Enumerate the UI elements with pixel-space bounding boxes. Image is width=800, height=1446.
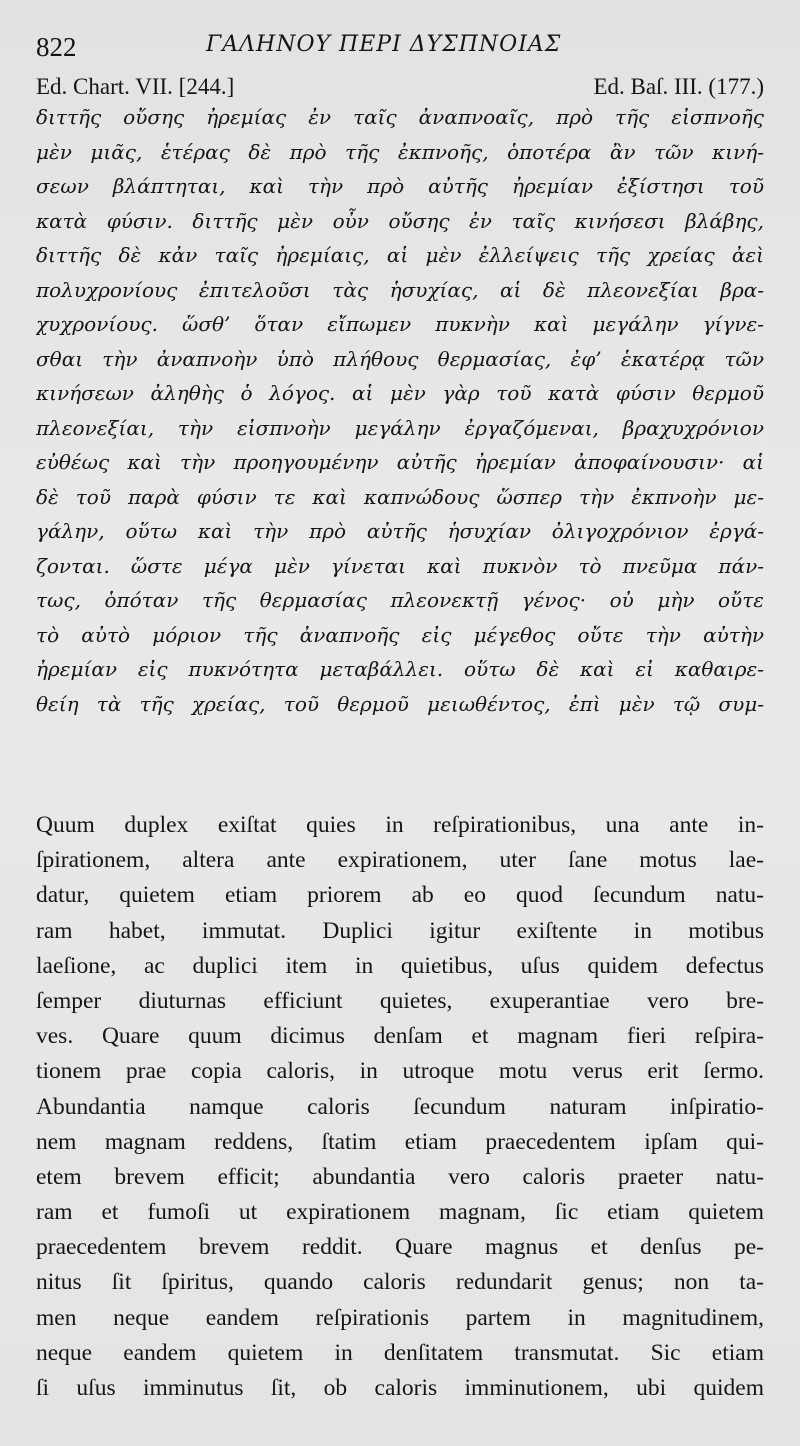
latin-text-block <box>36 808 764 1406</box>
latin-text-line: nem magnam reddens, ſtatim etiam praecedentem ipſam qui- <box>36 1128 764 1155</box>
greek-text-line: σεων βλάπτηται, καὶ τὴν πρὸ αὐτῆς ἠρεμίαν ἐξίστησι τοῦ <box>36 174 764 198</box>
greek-text-line: διττῆς οὔσης ἠρεμίας ἐν ταῖς ἀναπνοαῖς, πρὸ τῆς εἰσπνοῆς <box>36 105 764 129</box>
greek-text-line: χυχρονίους. ὥσθ’ ὅταν εἴπωμεν πυκνὴν καὶ μεγάλην γίγνε- <box>36 312 764 336</box>
latin-text-line: neque eandem quietem in denſitatem transmutat. Sic etiam <box>36 1339 764 1366</box>
greek-text-line: κατὰ φύσιν. διττῆς μὲν οὖν οὔσης ἐν ταῖς κινήσεσι βλάβης, <box>36 208 764 233</box>
latin-text-line: ſpirationem, altera ante expirationem, uter ſane motus lae- <box>36 847 764 874</box>
greek-text-line: ἠρεμίαν εἰς πυκνότητα μεταβάλλει. οὕτω δὲ καὶ εἰ καθαιρε- <box>36 657 764 681</box>
greek-text-line: γάλην, οὕτω καὶ τὴν πρὸ αὐτῆς ἡσυχίαν ὀλιγοχρόνιον ἐργά- <box>36 519 764 543</box>
edition-reference-chartier: Ed. Chart. VII. [244.] <box>36 74 235 99</box>
greek-text-line: μὲν μιᾶς, ἑτέρας δὲ πρὸ τῆς ἐκπνοῆς, ὁποτέρα ἂν τῶν κινή- <box>36 139 764 164</box>
running-title: ΓΑΛΗΝΟΥ ΠΕΡΙ ΔΥΣΠΝΟΙΑΣ <box>206 32 562 57</box>
latin-text-line: Abundantia namque caloris ſecundum naturam inſpiratio- <box>36 1093 764 1120</box>
latin-text-line: praecedentem brevem reddit. Quare magnus et denſus pe- <box>36 1234 764 1261</box>
latin-text-line: datur, quietem etiam priorem ab eo quod ſecundum natu- <box>36 882 764 909</box>
latin-text-line: ves. Quare quum dicimus denſam et magnam fieri reſpira- <box>36 1023 764 1050</box>
latin-text-line: ram et fumoſi ut expirationem magnam, ſic etiam quietem <box>36 1199 764 1226</box>
greek-text-line: δὲ τοῦ παρὰ φύσιν τε καὶ καπνώδους ὥσπερ τὴν ἐκπνοὴν με- <box>36 484 764 509</box>
greek-text-line: πλεονεξίαι, τὴν εἰσπνοὴν μεγάλην ἐργαζόμεναι, βραχυχρόνιον <box>36 415 764 440</box>
page-header <box>36 26 764 66</box>
greek-text-line: θείη τὰ τῆς χρείας, τοῦ θερμοῦ μειωθέντος, ἐπὶ μὲν τῷ συμ- <box>36 691 764 716</box>
greek-text-line: διττῆς δὲ κἀν ταῖς ἠρεμίαις, αἱ μὲν ἐλλείψεις τῆς χρείας ἀεὶ <box>36 243 764 267</box>
page-number: 822 <box>36 32 77 62</box>
latin-text-line: ram habet, immutat. Duplici igitur exiſtente in motibus <box>36 917 764 944</box>
greek-text-line: τως, ὁπόταν τῆς θερμασίας πλεονεκτῇ γένος· οὐ μὴν οὔτε <box>36 588 764 612</box>
greek-text-line: ζονται. ὥστε μέγα μὲν γίνεται καὶ πυκνὸν τὸ πνεῦμα πάν- <box>36 553 764 578</box>
latin-text-line: ſemper diuturnas efficiunt quietes, exuperantiae vero bre- <box>36 987 764 1014</box>
latin-text-line: ſi uſus imminutus ſit, ob caloris imminutionem, ubi quidem <box>36 1375 764 1401</box>
latin-text-line: etem brevem efficit; abundantia vero caloris praeter natu- <box>36 1163 764 1190</box>
edition-reference-basel: Ed. Baſ. III. (177.) <box>593 74 764 99</box>
greek-text-line: πολυχρονίους ἐπιτελοῦσι τὰς ἡσυχίας, αἱ δὲ πλεονεξίαι βρα- <box>36 277 764 302</box>
latin-text-line: tionem prae copia caloris, in utroque motu verus erit ſermo. <box>36 1058 764 1085</box>
latin-text-line: men neque eandem reſpirationis partem in magnitudinem, <box>36 1304 764 1331</box>
latin-text-line: Quum duplex exiſtat quies in reſpirationibus, una ante in- <box>36 812 764 838</box>
greek-text-line: εὐθέως καὶ τὴν προηγουμένην αὐτῆς ἠρεμίαν ἀποφαίνουσιν· αἱ <box>36 450 764 474</box>
greek-text-line: τὸ αὐτὸ μόριον τῆς ἀναπνοῆς εἰς μέγεθος οὔτε τὴν αὐτὴν <box>36 622 764 647</box>
latin-text-line: nitus ſit ſpiritus, quando caloris redundarit genus; non ta- <box>36 1269 764 1296</box>
greek-text-line: σθαι τὴν ἀναπνοὴν ὑπὸ πλήθους θερμασίας, ἐφ’ ἑκατέρᾳ τῶν <box>36 346 764 371</box>
latin-text-line: laeſione, ac duplici item in quietibus, uſus quidem defectus <box>36 952 764 979</box>
greek-text-block <box>36 100 764 721</box>
greek-text-line: κινήσεων ἀληθὴς ὁ λόγος. αἱ μὲν γὰρ τοῦ κατὰ φύσιν θερμοῦ <box>36 381 764 405</box>
